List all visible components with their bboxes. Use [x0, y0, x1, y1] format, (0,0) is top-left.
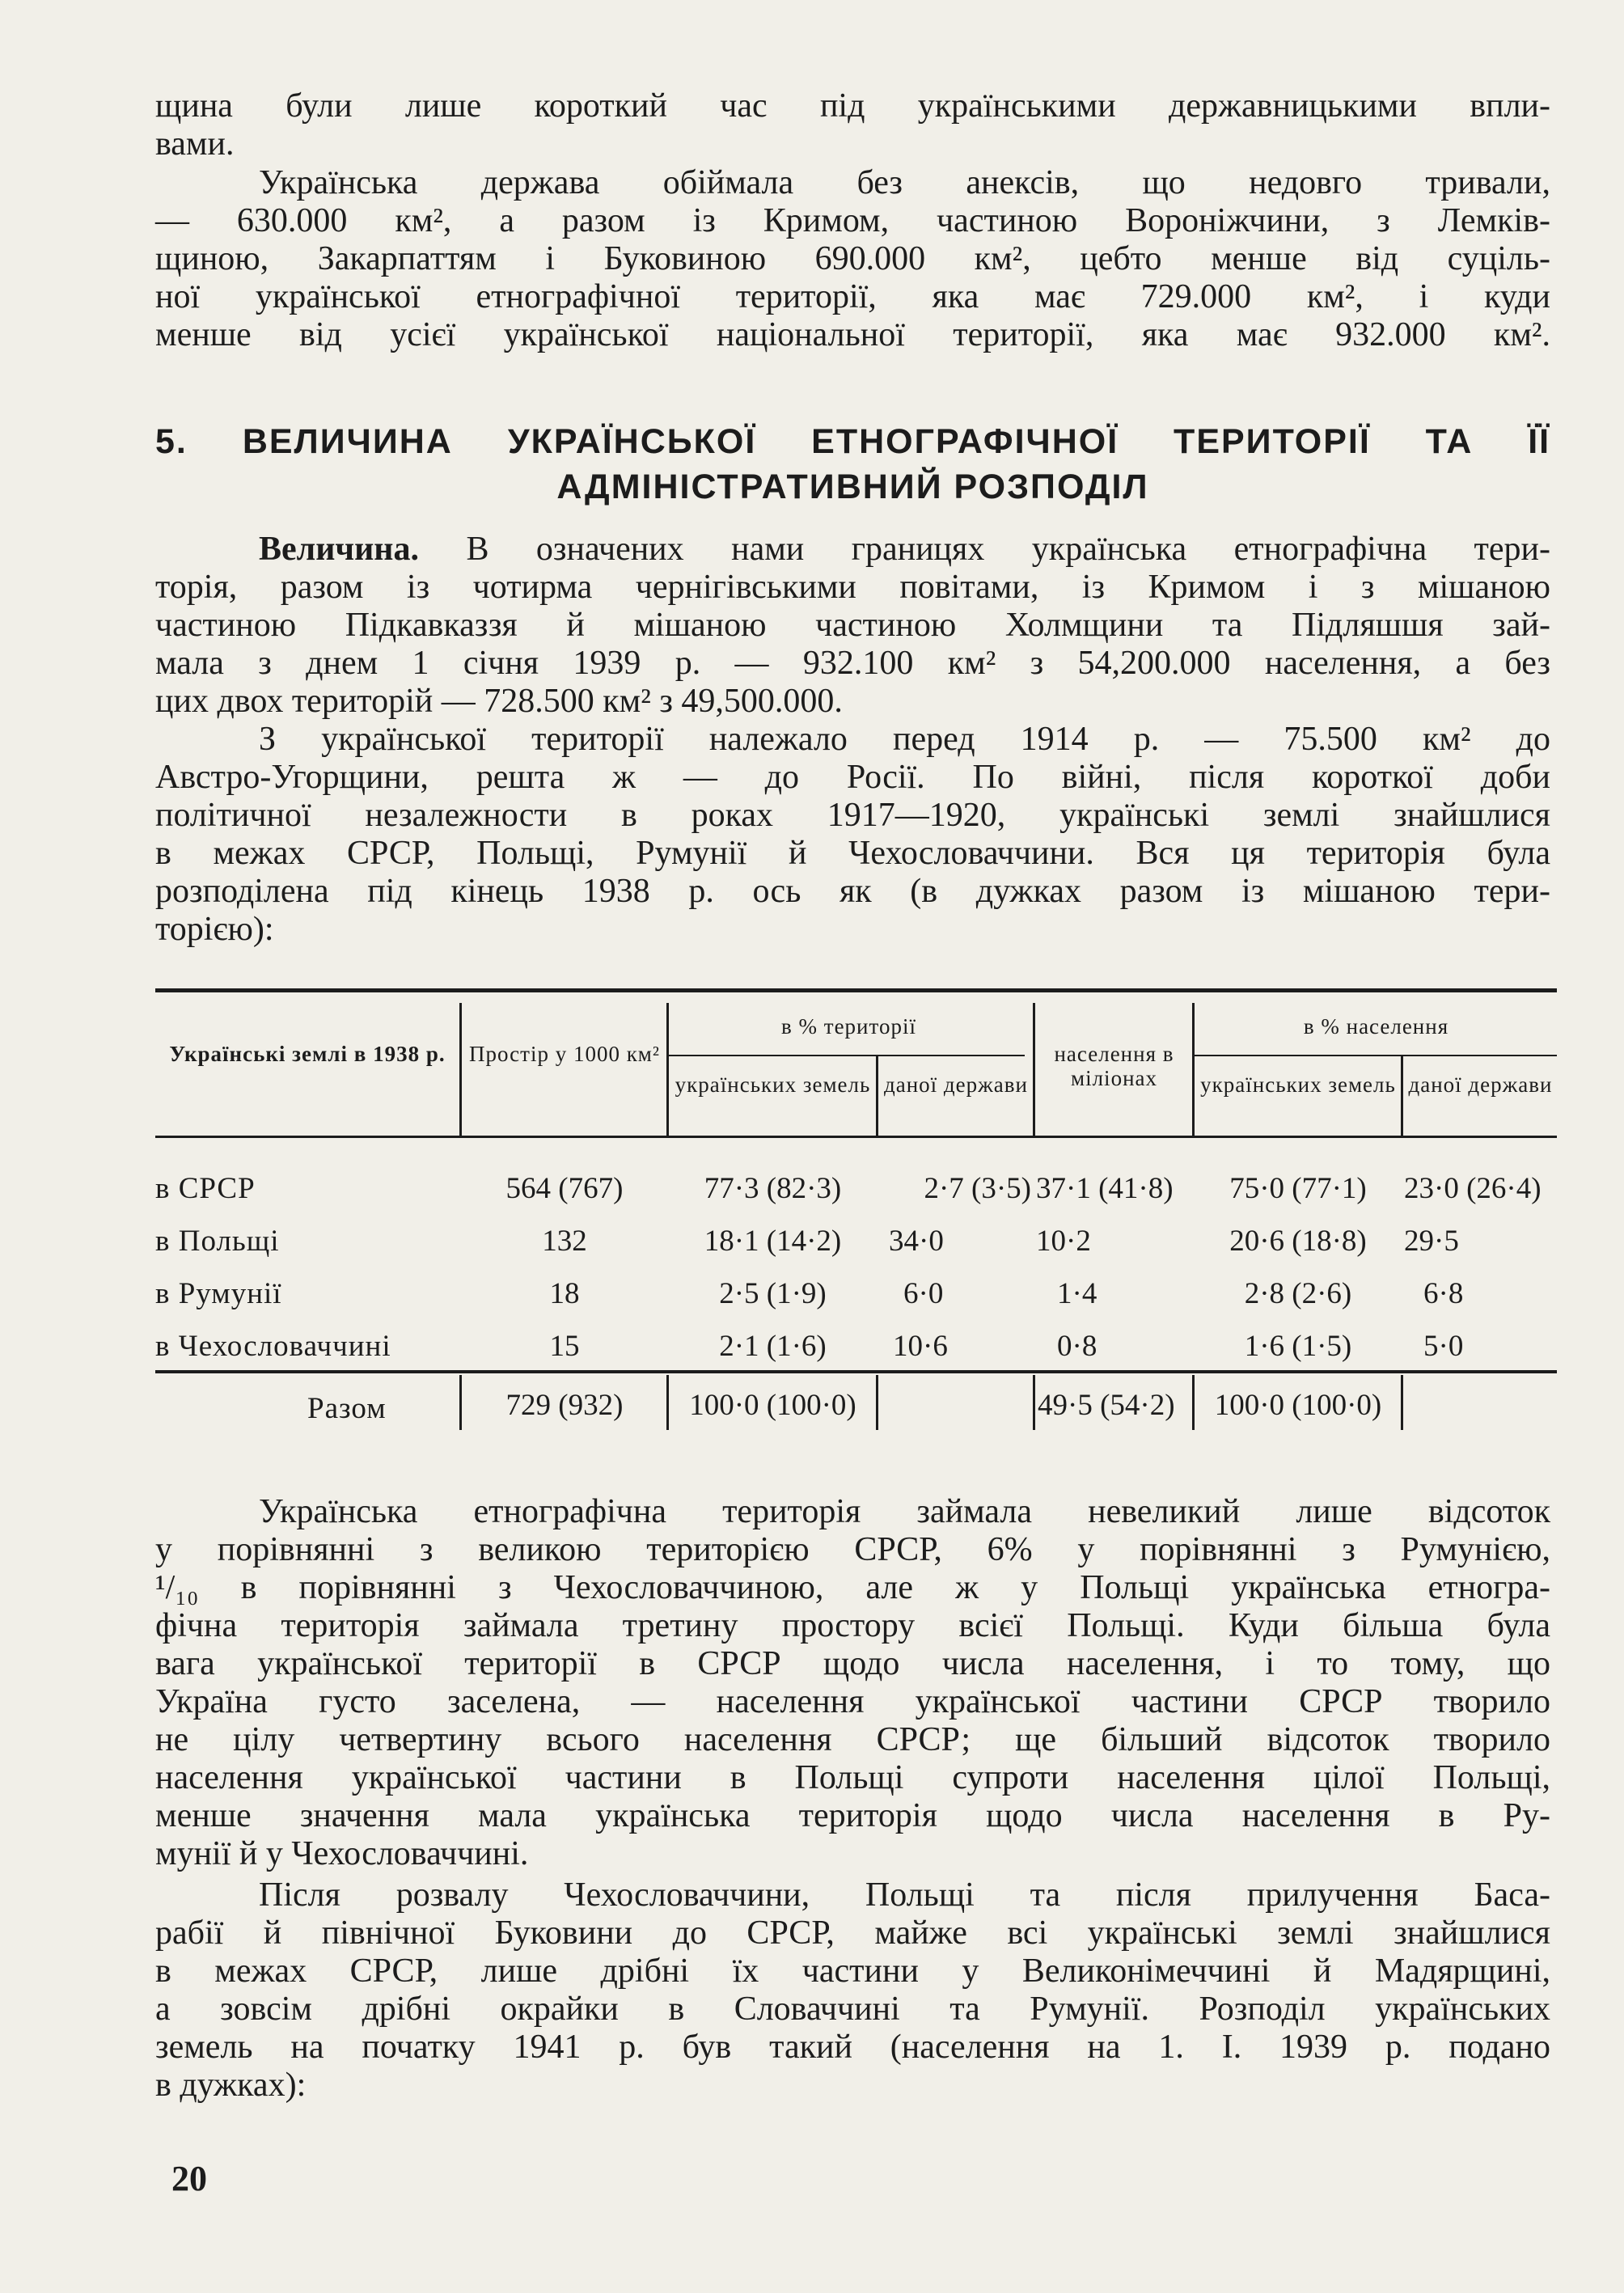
table-row-label: в Румунії — [155, 1277, 282, 1310]
table-cell-pop: 1·4 — [1057, 1277, 1097, 1310]
section-heading: 5. ВЕЛИЧИНА УКРАЇНСЬКОЇ ЕТНОГРАФІЧНОЇ ТЕРИТОРІЇ ТА ЇЇ АДМІНІСТРАТИВНИЙ РОЗПОДІЛ — [155, 422, 1550, 506]
header-lands: Українські землі в 1938 р. — [169, 1042, 446, 1066]
header-area: Простір у 1000 км² — [468, 1042, 660, 1066]
distribution-table — [155, 988, 1557, 1445]
table-top-rule — [155, 988, 1557, 992]
header-population: населення в міліонах — [1054, 1042, 1174, 1090]
table-total-pop: 49·5 (54·2) — [1038, 1389, 1175, 1422]
table-total-label: Разом — [307, 1392, 387, 1425]
col-rule — [1192, 1003, 1195, 1136]
col-rule — [1033, 1003, 1035, 1136]
table-row-label: в СРСР — [155, 1172, 256, 1205]
col-rule — [1192, 1375, 1195, 1430]
table-cell-pop-state: 6·8 — [1423, 1277, 1464, 1310]
table-cell-pop-ukr: 1·6 (1·5) — [1244, 1330, 1352, 1363]
table-cell-terr-state: 6·0 — [903, 1277, 944, 1310]
table-total-area: 729 (932) — [505, 1389, 624, 1422]
col-rule — [459, 1375, 462, 1430]
table-row-label: в Чехословаччині — [155, 1330, 391, 1363]
header-territory-pct: в % території — [781, 1014, 916, 1039]
col-rule — [459, 1003, 462, 1136]
table-cell-terr-ukr: 77·3 (82·3) — [704, 1172, 842, 1205]
table-cell-area: 18 — [549, 1277, 580, 1310]
paragraph-division: З української території належало перед 1914 р. — 75.500 км² до Австро-Угорщини, решта ж — до Росії. По війні, після короткої доби політичної незалежности в роках 1917—1920, українські землі знайшлися в межах СРСР, Польщі, Румунії й Чехословаччини. Вся ця територія була розподілена під кінець 1938 р. ось як (в дужках разом із мішаною тери- торією): — [155, 721, 1550, 948]
table-cell-pop-state: 23·0 (26·4) — [1404, 1172, 1542, 1205]
table-cell-terr-state: 2·7 (3·5) — [924, 1172, 1031, 1205]
table-cell-pop-state: 5·0 — [1423, 1330, 1464, 1363]
table-cell-pop-ukr: 20·6 (18·8) — [1229, 1225, 1367, 1258]
table-cell-pop-state: 29·5 — [1404, 1225, 1459, 1258]
table-cell-terr-state: 34·0 — [889, 1225, 944, 1258]
header-population-ukr: українських земель — [1200, 1072, 1396, 1097]
table-row-label: в Польщі — [155, 1225, 280, 1258]
col-rule — [876, 1375, 878, 1430]
header-population-pct: в % населення — [1303, 1014, 1449, 1039]
intro-paragraph: щина були лише короткий час під українськими державницькими впли- вами. — [155, 87, 1550, 163]
col-rule — [1401, 1375, 1403, 1430]
header-territory-state: даної держави — [884, 1072, 1028, 1097]
table-cell-terr-state: 10·6 — [893, 1330, 948, 1363]
col-rule — [666, 1003, 669, 1136]
header-bottom-rule — [155, 1136, 1557, 1138]
table-cell-pop: 10·2 — [1036, 1225, 1091, 1258]
col-rule — [1033, 1375, 1035, 1430]
table-cell-area: 15 — [549, 1330, 580, 1363]
paragraph-after: Після розвалу Чехословаччини, Польщі та після прилучення Баса- рабії й північної Буковини до СРСР, майже всі українські землі знайшлися в межах СРСР, лише дрібні їх частини у Великонімеччині й Мадярщині, а зовсім дрібні окрайки в Словаччині та Румунії. Розподіл українських земель на початку 1941 р. був такий (населення на 1. І. 1939 р. подано в дужках): — [155, 1876, 1550, 2104]
table-cell-terr-ukr: 2·5 (1·9) — [719, 1277, 827, 1310]
table-cell-terr-ukr: 18·1 (14·2) — [704, 1225, 842, 1258]
paragraph-share: Українська етнографічна територія займала невеликий лише відсоток у порівнянні з великою територією СРСР, 6% у порівнянні з Румунією, ¹/₁₀ в порівнянні з Чехословаччиною, але ж у Польщі українська етногра- фічна територія займала третину простору всієї Польщі. Куди більша була вага української території в СРСР щодо числа населення, і то тому, що Україна густо заселена, — населення української частини СРСР творило не цілу четвертину всього населення СРСР; ще більший відсоток творило населення української частини в Польщі супроти населення цілої Польщі, менше значення мала українська територія щодо числа населення в Ру- мунії й у Чехословаччині. — [155, 1493, 1550, 1872]
table-cell-pop: 0·8 — [1057, 1330, 1097, 1363]
paragraph-size: Величина. В означених нами границях українська етнографічна тери- торія, разом із чотирма чернігівськими повітами, із Кримом і з мішаною частиною Підкавказзя й мішаною частиною Холмщини та Підляшшя зай- мала з днем 1 січня 1939 р. — 932.100 км² з 54,200.000 населення, а без цих двох територій — 728.500 км² з 49,500.000. — [155, 531, 1550, 720]
table-cell-pop: 37·1 (41·8) — [1036, 1172, 1174, 1205]
table-total-terr-ukr: 100·0 (100·0) — [689, 1389, 856, 1422]
table-cell-pop-ukr: 75·0 (77·1) — [1229, 1172, 1367, 1205]
col-rule — [666, 1375, 669, 1430]
table-cell-terr-ukr: 2·1 (1·6) — [719, 1330, 827, 1363]
runin-heading: Величина. — [259, 531, 420, 568]
paragraph-state: Українська держава обіймала без анексів, що недовго тривали, — 630.000 км², а разом із Кримом, частиною Вороніжчини, з Лемків- щиною, Закарпаттям і Буковиною 690.000 км², цебто менше від суціль- ної української етнографічної території, яка має 729.000 км², і куди менше від усієї української національної території, яка має 932.000 км². — [155, 164, 1550, 353]
population-group-rule — [1192, 1055, 1557, 1056]
header-population-state: даної держави — [1408, 1072, 1553, 1097]
table-cell-pop-ukr: 2·8 (2·6) — [1244, 1277, 1352, 1310]
table-total-pop-ukr: 100·0 (100·0) — [1214, 1389, 1382, 1422]
total-rule — [155, 1370, 1557, 1373]
col-rule — [1401, 1056, 1403, 1136]
table-cell-area: 132 — [542, 1225, 587, 1258]
header-territory-ukr: українських земель — [675, 1072, 871, 1097]
table-cell-area: 564 (767) — [505, 1172, 624, 1205]
page-number: 20 — [171, 2159, 207, 2198]
territory-group-rule — [666, 1055, 1025, 1056]
col-rule — [876, 1056, 878, 1136]
